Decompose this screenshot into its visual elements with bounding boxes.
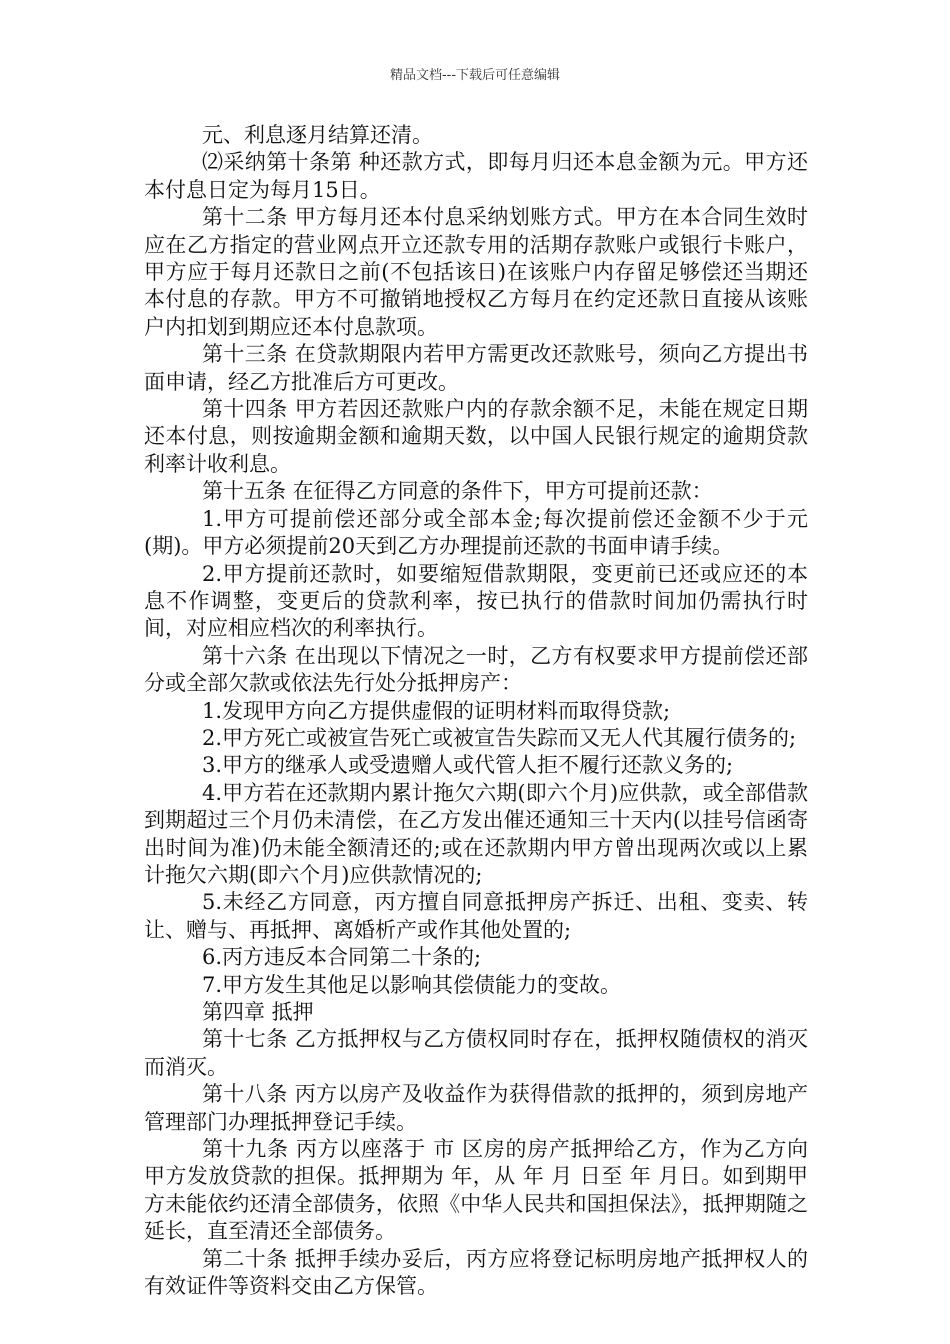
article-20: 第二十条 抵押手续办妥后，丙方应将登记标明房地产抵押权人的有效证件等资料交由乙方保管。 xyxy=(144,1246,808,1299)
chapter-heading: 第四章 抵押 xyxy=(202,1000,314,1024)
article-19: 第十九条 丙方以座落于 市 区房的房产抵押给乙方，作为乙方向甲方发放贷款的担保。抵押期为 年，从 年 月 日至 年 月日。如到期甲方未能依约还清全部债务，依照《中华人民共和国担保法》，抵押期随之延长，直至清还全部债务。 xyxy=(144,1137,808,1244)
list-item: 1.甲方可提前偿还部分或全部本金;每次提前偿还金额不少于元(期)。甲方必须提前20天到乙方办理提前还款的书面申请手续。 xyxy=(144,506,808,559)
article-18: 第十八条 丙方以房产及收益作为获得借款的抵押的，须到房地产管理部门办理抵押登记手续。 xyxy=(144,1082,808,1134)
paragraph: 元、利息逐月结算还清。 xyxy=(202,123,433,147)
page-header: 精品文档---下载后可任意编辑 xyxy=(389,68,561,83)
paragraph: ⑵采纳第十条第 种还款方式，即每月归还本息金额为元。甲方还本付息日定为每月15日。 xyxy=(144,150,808,202)
list-item: 3.甲方的继承人或受遗赠人或代管人拒不履行还款义务的; xyxy=(202,753,734,778)
list-item: 1.发现甲方向乙方提供虚假的证明材料而取得贷款; xyxy=(202,698,671,723)
list-item: 5.未经乙方同意，丙方擅自同意抵押房产拆迁、出租、变卖、转让、赠与、再抵押、离婚析产或作其他处置的; xyxy=(144,890,808,942)
list-item: 6.丙方违反本合同第二十条的; xyxy=(202,945,482,970)
article-16: 第十六条 在出现以下情况之一时，乙方有权要求甲方提前偿还部分或全部欠款或依法先行处分抵押房产： xyxy=(144,643,808,696)
list-item: 4.甲方若在还款期内累计拖欠六期(即六个月)应供款，或全部借款到期超过三个月仍未清偿，在乙方发出催还通知三十天内(以挂号信函寄出时间为准)仍未能全额清还的;或在还款期内甲方曾出现两次或以上累计拖欠六期(即六个月)应供款情况的; xyxy=(144,780,808,887)
article-17: 第十七条 乙方抵押权与乙方债权同时存在，抵押权随债权的消灭而消灭。 xyxy=(144,1027,808,1079)
list-item: 7.甲方发生其他足以影响其偿债能力的变故。 xyxy=(202,972,622,997)
document-body xyxy=(144,122,808,1300)
article-12: 第十二条 甲方每月还本付息采纳划账方式。甲方在本合同生效时应在乙方指定的营业网点开立还款专用的活期存款账户或银行卡账户，甲方应于每月还款日之前(不包括该日)在该账户内存留足够偿还当期还本付息的存款。甲方不可撤销地授权乙方每月在约定还款日直接从该账户内扣划到期应还本付息款项。 xyxy=(144,205,808,339)
list-item: 2.甲方提前还款时，如要缩短借款期限，变更前已还或应还的本息不作调整，变更后的贷款利率，按已执行的借款时间加仍需执行时间，对应相应档次的利率执行。 xyxy=(144,561,808,641)
article-13: 第十三条 在贷款期限内若甲方需更改还款账号，须向乙方提出书面申请，经乙方批准后方可更改。 xyxy=(144,342,808,394)
article-15: 第十五条 在征得乙方同意的条件下，甲方可提前还款： xyxy=(202,479,713,504)
article-14: 第十四条 甲方若因还款账户内的存款余额不足，未能在规定日期还本付息，则按逾期金额和逾期天数，以中国人民银行规定的逾期贷款利率计收利息。 xyxy=(144,397,808,476)
list-item: 2.甲方死亡或被宣告死亡或被宣告失踪而又无人代其履行债务的; xyxy=(202,725,797,750)
